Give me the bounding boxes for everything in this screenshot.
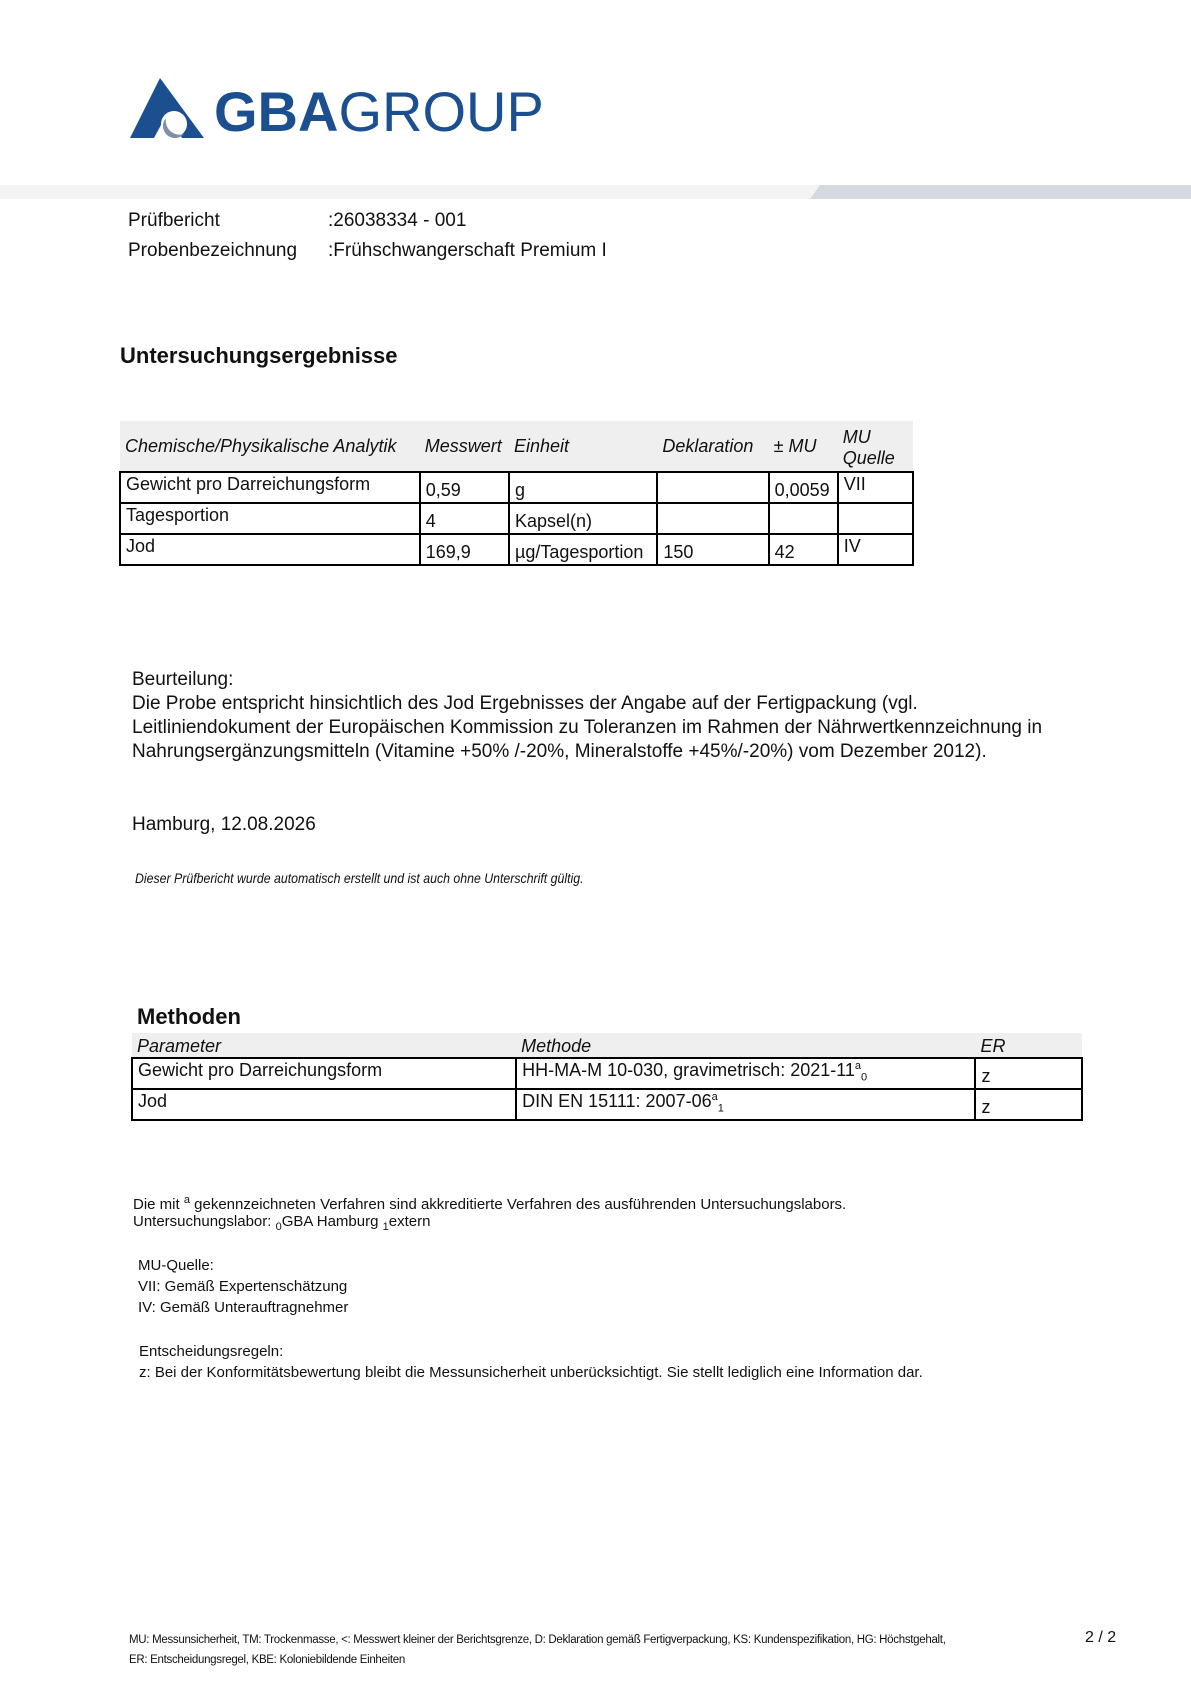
method-param: Gewicht pro Darreichungsform — [132, 1058, 516, 1089]
footer-abbreviations-line1: MU: Messunsicherheit, TM: Trockenmasse, <: Messwert kleiner der Berichtsgrenze, D: Deklaration gemäß Fertigverpackung, KS: Kundenspezifikation, HG: Höchstgehalt, — [129, 1634, 946, 1646]
results-header-row — [120, 421, 913, 472]
page-number: 2 / 2 — [1085, 1629, 1117, 1646]
row-param: Tagesportion — [120, 503, 420, 534]
mu-source-title: MU-Quelle: — [138, 1257, 214, 1274]
row-mu: 0,0059 — [769, 472, 838, 503]
col-mu-source — [838, 421, 913, 472]
col-declaration: Deklaration — [657, 421, 768, 472]
lab-index: 1 — [717, 1102, 724, 1115]
col-method: Methode — [516, 1033, 975, 1058]
decision-rules-title: Entscheidungsregeln: — [139, 1343, 284, 1360]
method-cell — [516, 1058, 975, 1089]
row-source: VII — [838, 472, 913, 503]
col-unit: Einheit — [509, 421, 657, 472]
sample-name: :Frühschwangerschaft Premium I — [328, 240, 607, 261]
place-date: Hamburg, 12.08.2026 — [132, 814, 316, 835]
methods-header-row — [132, 1033, 1082, 1058]
lab-1: extern — [388, 1213, 431, 1230]
row-param: Jod — [120, 534, 420, 565]
report-number: :26038334 - 001 — [328, 210, 467, 231]
row-mu — [769, 503, 838, 534]
col-mu-source-line1: MU — [842, 427, 871, 447]
accredited-note-post: gekennzeichneten Verfahren sind akkreditierte Verfahren des ausführenden Untersuchungslabors. — [189, 1196, 847, 1213]
report-label: Prüfbericht — [128, 210, 220, 231]
row-mu: 42 — [769, 534, 838, 565]
row-value: 169,9 — [420, 534, 509, 565]
row-source: IV — [838, 534, 913, 565]
gba-group-logo — [130, 76, 560, 148]
row-value: 4 — [420, 503, 509, 534]
table-row — [132, 1058, 1082, 1089]
row-declaration: 150 — [657, 534, 768, 565]
assessment-line: Leitliniendokument der Europäischen Kommission zu Toleranzen im Rahmen der Nährwertkennzeichnung in — [132, 717, 1043, 738]
results-table — [119, 421, 914, 566]
footer-abbreviations-line2: ER: Entscheidungsregel, KBE: Koloniebildende Einheiten — [129, 1654, 405, 1666]
col-value: Messwert — [420, 421, 509, 472]
method-er: z — [975, 1058, 1082, 1089]
lab-index-1: 1 — [382, 1221, 389, 1233]
logo-text-bold: GBA — [214, 80, 339, 143]
method-cell — [516, 1089, 975, 1120]
accredited-note-pre: Die mit — [133, 1196, 184, 1213]
row-declaration — [657, 472, 768, 503]
header-band — [0, 185, 1191, 199]
table-row — [120, 503, 913, 534]
method-name: HH-MA-M 10-030, gravimetrisch: 2021-11 — [522, 1060, 855, 1080]
col-er: ER — [975, 1033, 1082, 1058]
col-analytics: Chemische/Physikalische Analytik — [120, 421, 420, 472]
decision-rule-line: z: Bei der Konformitätsbewertung bleibt die Messunsicherheit unberücksichtigt. Sie stellt lediglich eine Information dar. — [139, 1364, 923, 1381]
col-mu: ± MU — [769, 421, 838, 472]
lab-0: GBA Hamburg — [281, 1213, 383, 1230]
gba-mountain-icon — [130, 78, 206, 142]
lab-label: Untersuchungslabor: — [133, 1213, 276, 1230]
assessment-line: Die Probe entspricht hinsichtlich des Jod Ergebnisses der Angabe auf der Fertigpackung (vgl. — [132, 693, 918, 714]
mu-source-line: IV: Gemäß Unterauftragnehmer — [138, 1299, 349, 1316]
logo-text-light: GROUP — [338, 80, 544, 143]
accredited-mark: a — [854, 1060, 862, 1072]
assessment-label: Beurteilung: — [132, 669, 234, 690]
row-value: 0,59 — [420, 472, 509, 503]
row-declaration — [657, 503, 768, 534]
row-param: Gewicht pro Darreichungsform — [120, 472, 420, 503]
methods-table — [131, 1033, 1083, 1121]
row-unit: g — [509, 472, 657, 503]
method-er: z — [975, 1089, 1082, 1120]
sample-label: Probenbezeichnung — [128, 240, 298, 261]
lab-note — [133, 1211, 430, 1238]
row-unit: µg/Tagesportion — [509, 534, 657, 565]
row-source — [838, 503, 913, 534]
lab-index: 0 — [861, 1071, 868, 1084]
methods-title: Methoden — [137, 1004, 241, 1029]
mu-source-line: VII: Gemäß Expertenschätzung — [138, 1278, 348, 1295]
accredited-mark: a — [711, 1091, 718, 1103]
lab-index-0: 0 — [275, 1221, 282, 1233]
assessment-line: Nahrungsergänzungsmitteln (Vitamine +50% /-20%, Mineralstoffe +45%/-20%) vom Dezember 2012). — [132, 741, 987, 762]
method-name: DIN EN 15111: 2007-06 — [522, 1091, 712, 1111]
auto-note: Dieser Prüfbericht wurde automatisch erstellt und ist auch ohne Unterschrift gültig. — [135, 870, 584, 886]
results-title: Untersuchungsergebnisse — [120, 343, 398, 368]
method-param: Jod — [132, 1089, 516, 1120]
col-parameter: Parameter — [132, 1033, 516, 1058]
table-row — [132, 1089, 1082, 1120]
accredited-note-mark: a — [183, 1194, 190, 1206]
table-row — [120, 534, 913, 565]
table-row — [120, 472, 913, 503]
col-mu-source-line2: Quelle — [842, 448, 895, 468]
row-unit: Kapsel(n) — [509, 503, 657, 534]
